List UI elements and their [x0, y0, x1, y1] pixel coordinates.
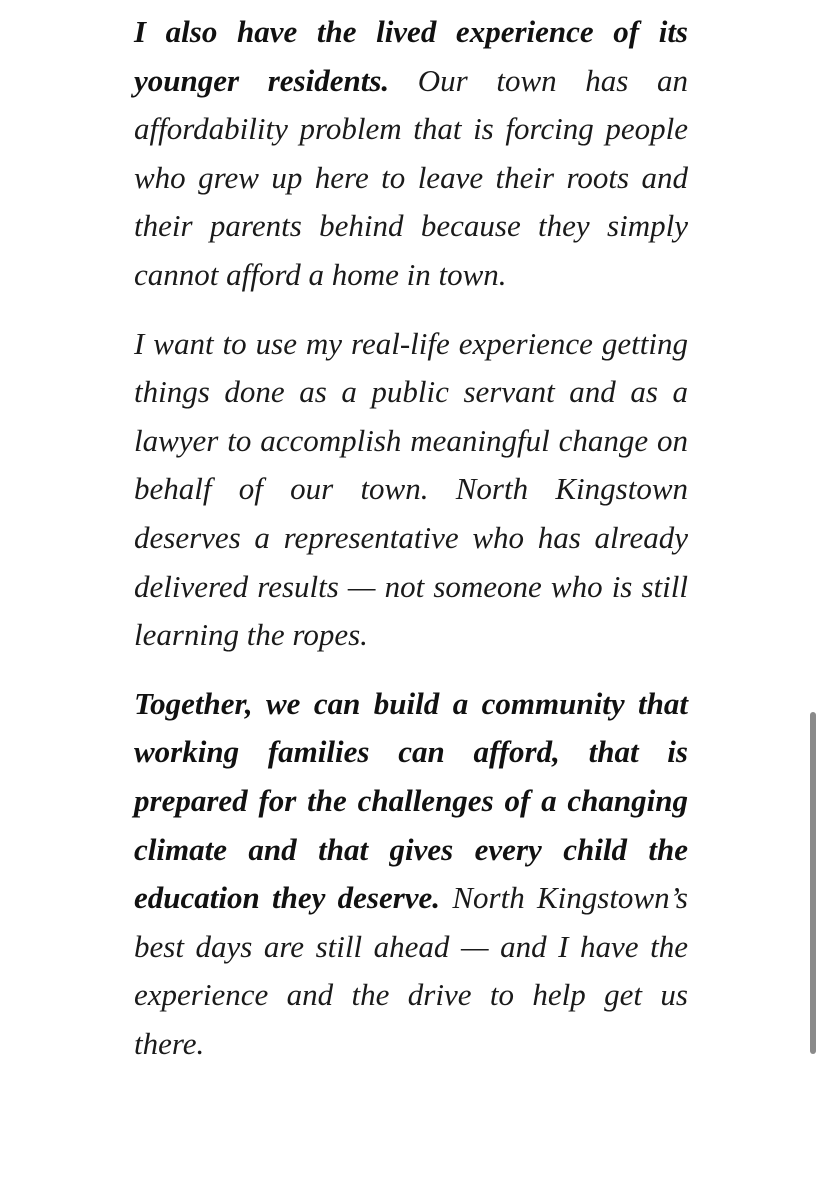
paragraph-lead-bold: I also have the lived experience of its younger residents. — [134, 14, 688, 98]
paragraph-younger-residents — [134, 8, 688, 300]
paragraph-lead-bold: Together, we can build a community that working families can afford, that is prepared for the challenges of a changing climate and that gives every child the education they deserve. — [134, 685, 688, 916]
paragraph-text: I want to use my real-life experience getting things done as a public servant and as a lawyer to accomplish meaningful change on behalf of our town. North Kingstown deserves a representative who has already delivered results — not someone who is still learning the ropes. — [134, 325, 688, 653]
paragraph-text: Our town has an affordability problem that is forcing people who grew up here to leave their roots and their parents behind because they simply cannot afford a home in town. — [134, 62, 688, 292]
article-body — [134, 8, 688, 1088]
scrollbar-thumb[interactable] — [810, 712, 816, 1054]
paragraph-real-life-experience — [134, 320, 688, 660]
paragraph-together — [134, 680, 688, 1069]
paragraph-text: North Kingstown’s best days are still ahead — and I have the experience and the drive to help get us there. — [134, 880, 688, 1061]
